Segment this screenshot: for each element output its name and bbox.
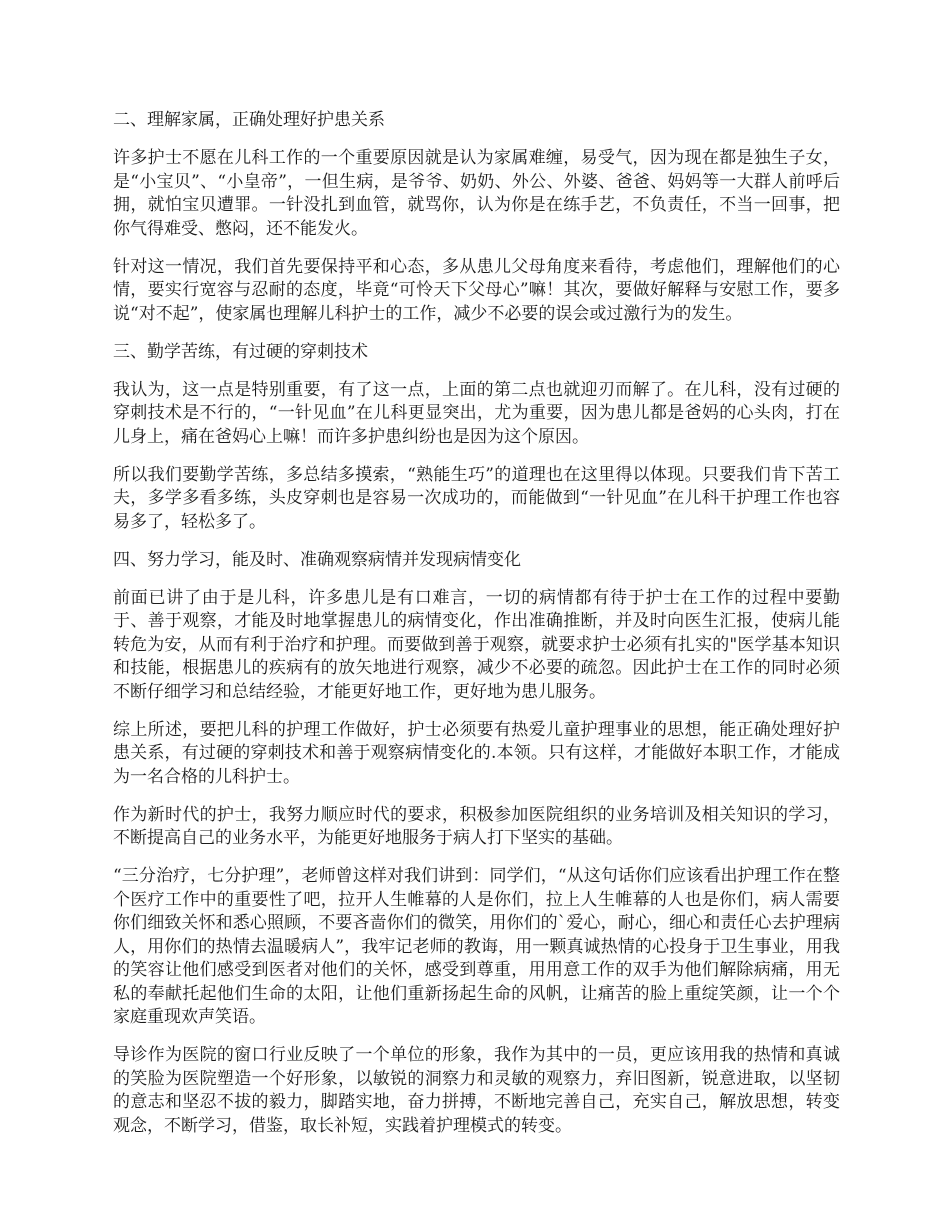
paragraph: 针对这一情况，我们首先要保持平和心态，多从患儿父母角度来看待，考虑他们，理解他们的心情，要实行宽容与忍耐的态度，毕竟“可怜天下父母心”嘛！其次，要做好解释与安慰工作，要多说“对不起”，使家属也理解儿科护士的工作，减少不必要的误会或过激行为的发生。	[113, 256, 840, 324]
paragraph: 前面已讲了由于是儿科，许多患儿是有口难言，一切的病情都有待于护士在工作的过程中要勤于、善于观察，才能及时地掌握患儿的病情变化，作出准确推断，并及时向医生汇报，使病儿能转危为安，从而有利于治疗和护理。而要做到善于观察，就要求护士必须有扎实的"医学基本知识和技能，根据患儿的疾病有的放矢地进行观察，减少不必要的疏忽。因此护士在工作的同时必须不断仔细学习和总结经验，才能更好地工作，更好地为患儿服务。	[113, 587, 840, 702]
section-heading-3: 三、勤学苦练，有过硬的穿刺技术	[113, 341, 368, 362]
paragraph: 综上所述，要把儿科的护理工作做好，护士必须要有热爱儿童护理事业的思想，能正确处理好护患关系，有过硬的穿刺技术和善于观察病情变化的.本领。只有这样，才能做好本职工作，才能成为一名合格的儿科护士。	[113, 719, 840, 787]
document-page	[113, 109, 840, 1153]
paragraph: 许多护士不愿在儿科工作的一个重要原因就是认为家属难缠，易受气，因为现在都是独生子女，是“小宝贝”、“小皇帝”，一但生病，是爷爷、奶奶、外公、外婆、爸爸、妈妈等一大群人前呼后拥，就怕宝贝遭罪。一针没扎到血管，就骂你，认为你是在练手艺，不负责任，不当一回事，把你气得难受、憋闷，还不能发火。	[113, 148, 840, 239]
section-heading-2: 二、理解家属，正确处理好护患关系	[113, 110, 385, 130]
paragraph: “三分治疗，七分护理”，老师曾这样对我们讲到：同学们，“从这句话你们应该看出护理工作在整个医疗工作中的重要性了吧，拉开人生帷幕的人是你们，拉上人生帷幕的人也是你们，病人需要你们细致关怀和悉心照顾，不要吝啬你们的微笑，用你们的`爱心，耐心，细心和责任心去护理病人，用你们的热情去温暖病人”，我牢记老师的教诲，用一颗真诚热情的心投身于卫生事业，用我的笑容让他们感受到医者对他们的关怀，感受到尊重，用用意工作的双手为他们解除病痛，用无私的奉献托起他们生命的太阳，让他们重新扬起生命的风帆，让痛苦的脸上重绽笑颜，让一个个家庭重现欢声笑语。	[113, 866, 840, 1027]
section-heading-4: 四、努力学习，能及时、准确观察病情并发现病情变化	[113, 549, 521, 570]
paragraph: 所以我们要勤学苦练，多总结多摸索，“熟能生巧”的道理也在这里得以体现。只要我们肯下苦工夫，多学多看多练，头皮穿刺也是容易一次成功的，而能做到“一针见血”在儿科干护理工作也容易多了，轻松多了。	[113, 464, 840, 532]
paragraph: 我认为，这一点是特别重要，有了这一点，上面的第二点也就迎刃而解了。在儿科，没有过硬的穿刺技术是不行的，“一针见血”在儿科更显突出，尤为重要，因为患儿都是爸妈的心头肉，打在儿身上，痛在爸妈心上嘛！而许多护患纠纷也是因为这个原因。	[113, 379, 840, 447]
paragraph: 导诊作为医院的窗口行业反映了一个单位的形象，我作为其中的一员，更应该用我的热情和真诚的笑脸为医院塑造一个好形象，以敏锐的洞察力和灵敏的观察力，弃旧图新，锐意进取，以坚韧的意志和坚忍不拔的毅力，脚踏实地，奋力拼搏，不断地完善自己，充实自己，解放思想，转变观念，不断学习，借鉴，取长补短，实践着护理模式的转变。	[113, 1045, 840, 1136]
paragraph: 作为新时代的护士，我努力顺应时代的要求，积极参加医院组织的业务培训及相关知识的学习，不断提高自己的业务水平，为能更好地服务于病人打下坚实的基础。	[113, 804, 840, 848]
